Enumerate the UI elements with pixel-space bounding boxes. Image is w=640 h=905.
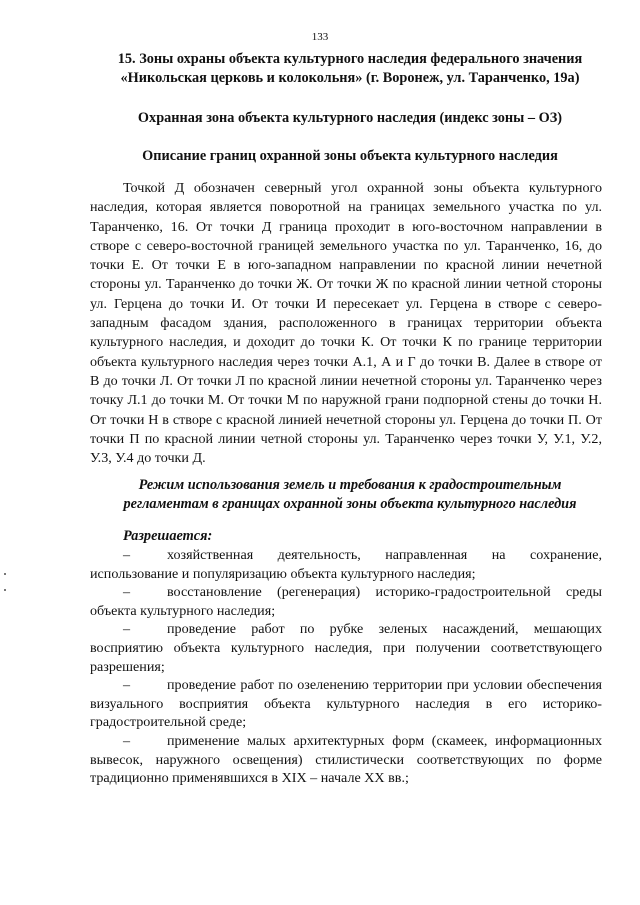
dash-marker: – (123, 547, 131, 563)
list-item-text: проведение работ по рубке зеленых насаждений, мешающих восприятию объекта культурного наследия, при получении соответствующего разрешения; (90, 621, 602, 675)
allowed-list (90, 546, 602, 788)
dash-marker: – (123, 584, 131, 601)
description-heading: Описание границ охранной зоны объекта культурного наследия (142, 148, 558, 164)
list-item (90, 620, 602, 676)
regime-heading-line-1: Режим использования земель и требования к градостроительным (138, 477, 562, 493)
list-item (90, 583, 602, 620)
section-title (90, 50, 610, 88)
dash-marker: – (123, 677, 131, 694)
regime-heading-line-2: регламентам в границах охранной зоны объекта культурного наследия (123, 496, 577, 512)
allowed-label: Разрешается: (123, 528, 213, 544)
scan-margin-mark (4, 573, 6, 575)
regime-heading (90, 476, 610, 514)
list-item-text: проведение работ по озеленению территории при условии обеспечения визуального восприятия объекта культурного наследия в его историко-градостроительной среде; (90, 677, 602, 731)
list-item (90, 676, 602, 732)
section-title-line-2: «Никольская церковь и колокольня» (г. Воронеж, ул. Таранченко, 19а) (120, 70, 580, 86)
list-item-text: хозяйственная деятельность, направленная на сохранение, использование и популяризацию объекта культурного наследия; (90, 547, 602, 582)
description-paragraph: Точкой Д обозначен северный угол охранной зоны объекта культурного наследия, которая является поворотной на границах земельного участка по ул. Таранченко, 16. От точки Д граница проходит в юго-восточном направлении в створе с северо-восточной границей земельного участка по ул. Таранченко, 16, до точки Е. От точки Е в юго-западном направлении по красной линии нечетной стороны ул. Таранченко до точки Ж. От точки Ж по красной линии четной стороны ул. Герцена до точки И. От точки И пересекает ул. Герцена в створе с северо-западным фасадом здания, расположенного в границах территории объекта культурного наследия, и доходит до точки К. От точки К по границе территории объекта культурного наследия через точки А.1, А и Г до точки В. Далее в створе от В до точки Л. От точки Л по красной линии нечетной стороны ул. Таранченко через точку Л.1 до точки М. От точки М по наружной грани подпорной стены до точки Н. От точки Н в створе с красной линией нечетной стороны ул. Герцена до точки П. От точки П по красной линии четной стороны ул. Таранченко через точки У, У.1, У.2, У.3, У.4 до точки Д. (90, 180, 602, 467)
scan-margin-mark (4, 589, 6, 591)
zone-heading: Охранная зона объекта культурного наследия (индекс зоны – ОЗ) (137, 110, 563, 126)
list-item-text: восстановление (регенерация) историко-градостроительной среды объекта культурного наследия; (90, 584, 602, 619)
list-item (90, 546, 602, 583)
list-item-text: применение малых архитектурных форм (скамеек, информационных вывесок, наружного освещения) стилистически соответствующих по форме традиционно применявшихся в XIX – начале XX вв.; (90, 732, 602, 787)
page-number: 133 (311, 31, 329, 43)
list-item (90, 732, 602, 788)
section-title-line-1: 15. Зоны охраны объекта культурного наследия федерального значения (117, 51, 583, 67)
dash-marker: – (123, 732, 131, 749)
dash-marker: – (123, 621, 131, 638)
